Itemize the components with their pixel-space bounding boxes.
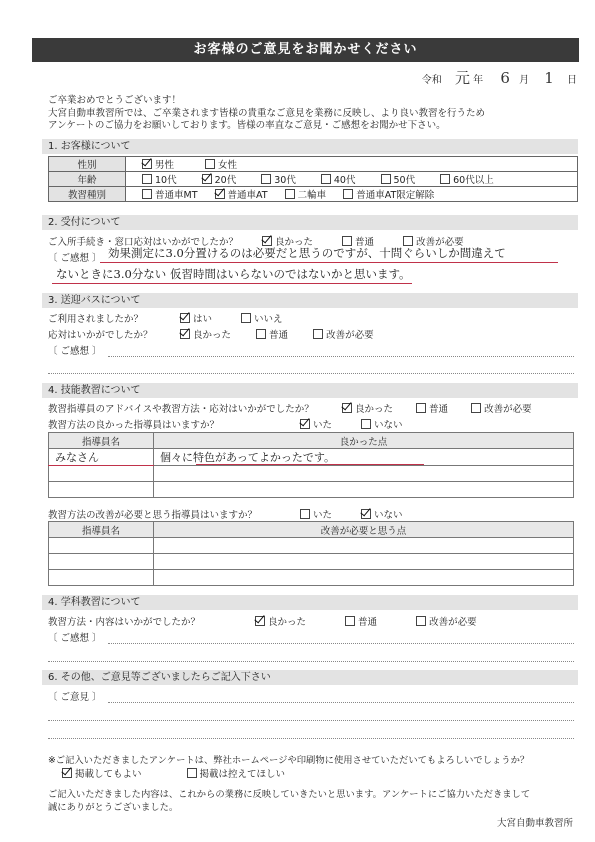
gender-row (49, 157, 578, 172)
red-underline (100, 262, 558, 263)
option-label: 普通 (269, 330, 289, 341)
option-label: 10代 (155, 175, 177, 186)
good-header-name: 指導員名 (49, 433, 154, 449)
checkbox[interactable] (381, 174, 391, 184)
checkbox[interactable] (215, 189, 225, 199)
comment-line[interactable] (48, 661, 574, 662)
checkbox[interactable] (321, 174, 331, 184)
bus-service-question: 応対はいかがでしたか？ (48, 330, 153, 341)
good-instructor-options (300, 417, 403, 431)
reception-comment-1[interactable]: 効果測定に3.0分置けるのは必要だと思うのですが、十問ぐらいしか間違えて (108, 246, 506, 260)
option-label: 改善が必要 (484, 404, 532, 415)
checkbox[interactable] (255, 616, 265, 626)
bus-service-options (180, 327, 374, 341)
red-underline (196, 464, 424, 465)
bus-comment-label: 〔 ご感想 〕 (48, 346, 102, 357)
checkbox[interactable] (205, 159, 215, 169)
option-label: はい (193, 314, 213, 325)
course-row (49, 187, 578, 202)
closing-line: 誠にありがとうございました。 (48, 802, 179, 813)
bad-point-cell[interactable] (154, 570, 574, 586)
intro (48, 95, 578, 133)
option-label: 改善が必要 (416, 237, 464, 248)
section-shuttle-bus: 3. 送迎バスについて (42, 293, 578, 308)
classroom-options (255, 614, 477, 628)
option-label: 掲載してもよい (75, 769, 142, 780)
option-label: 良かった (268, 617, 307, 628)
good-instructor-name[interactable]: みなさん (49, 449, 154, 466)
month-value[interactable]: 6 (500, 69, 510, 87)
bad-instructor-options (300, 507, 403, 521)
option-label: 掲載は控えてほしい (199, 769, 286, 780)
checkbox[interactable] (256, 329, 266, 339)
option-label: 普通車MT (155, 190, 198, 201)
bad-name-cell[interactable] (49, 554, 154, 570)
gender-options (126, 157, 578, 172)
classroom-question: 教習方法・内容はいかがでしたか？ (48, 617, 201, 628)
option-label: いない (374, 420, 403, 431)
checkbox[interactable] (285, 189, 295, 199)
bad-point-cell[interactable] (154, 538, 574, 554)
comment-line[interactable] (48, 738, 574, 739)
checkbox[interactable] (187, 768, 197, 778)
comment-line[interactable] (48, 720, 574, 721)
checkbox[interactable] (416, 616, 426, 626)
option-label: 50代 (393, 175, 416, 186)
instructor-question: 教習指導員のアドバイスや教習方法・応対はいかがでしたか？ (48, 404, 314, 415)
age-label: 年齢 (49, 172, 126, 187)
option-label: 良かった (193, 330, 232, 341)
option-label: 良かった (275, 237, 314, 248)
checkbox[interactable] (313, 329, 323, 339)
page-title: お客様のご意見をお聞かせください (32, 38, 579, 62)
option-label: 30代 (274, 175, 296, 186)
good-instructor-point[interactable]: 個々に特色があってよかったです。 (154, 449, 574, 466)
consent-question: ※ご記入いただきましたアンケートは、弊社ホームページや印刷物に使用させていただいてもよろしいでしょうか？ (48, 755, 530, 766)
option-label: いいえ (254, 314, 283, 325)
bad-header-point: 改善が必要と思う点 (154, 522, 574, 538)
good-instructor-table (48, 432, 574, 498)
checkbox[interactable] (300, 509, 310, 519)
bad-name-cell[interactable] (49, 538, 154, 554)
year-unit: 年 (473, 75, 484, 86)
section-classroom-lessons: 4. 学科教習について (42, 595, 578, 610)
checkbox[interactable] (142, 174, 152, 184)
reception-question: ご入所手続き・窓口応対はいかがでしたか？ (48, 237, 239, 248)
bus-use-options (180, 311, 283, 325)
organization-name: 大宮自動車教習所 (496, 818, 573, 829)
option-label: 二輪車 (297, 190, 327, 201)
age-options (126, 172, 578, 187)
comment-line[interactable] (108, 356, 574, 357)
option-label: 男性 (155, 160, 175, 171)
comment-line[interactable] (48, 373, 574, 374)
checkbox[interactable] (62, 768, 72, 778)
option-label: 改善が必要 (326, 330, 374, 341)
reception-comment-2[interactable]: ないときに3.0分ない 仮習時間はいらないのではないかと思います。 (56, 267, 411, 281)
other-comment-label: 〔 ご意見 〕 (48, 692, 102, 703)
bad-name-cell[interactable] (49, 570, 154, 586)
option-label: 60代以上 (453, 175, 494, 186)
checkbox[interactable] (471, 403, 481, 413)
option-label: いない (374, 510, 403, 521)
option-label: 改善が必要 (429, 617, 477, 628)
bad-header-name: 指導員名 (49, 522, 154, 538)
option-label: いた (313, 420, 333, 431)
good-name-cell[interactable] (49, 466, 154, 482)
option-label: 女性 (218, 160, 238, 171)
option-label: いた (313, 510, 333, 521)
red-underline (52, 283, 412, 284)
good-point-cell[interactable] (154, 466, 574, 482)
checkbox[interactable] (416, 403, 426, 413)
day-unit: 日 (567, 75, 577, 86)
section-reception: 2. 受付について (42, 215, 578, 230)
good-name-cell[interactable] (49, 482, 154, 498)
checkbox[interactable] (142, 159, 152, 169)
reception-comment-label: 〔 ご感想 〕 (48, 253, 102, 264)
checkbox[interactable] (180, 329, 190, 339)
bus-use-question: ご利用されましたか？ (48, 314, 144, 325)
good-instructor-question: 教習方法の良かった指導員はいますか？ (48, 420, 220, 431)
checkbox[interactable] (440, 174, 450, 184)
option-label: 普通 (358, 617, 378, 628)
year-value[interactable]: 元 (454, 69, 470, 87)
intro-line: アンケートのご協力をお願いしております。皆様の率直なご意見・ご感想をお聞かせ下さい。 (48, 120, 446, 131)
section-practical-lessons: 4. 技能教習について (42, 383, 578, 398)
bad-point-cell[interactable] (154, 554, 574, 570)
checkbox[interactable] (343, 189, 353, 199)
checkbox[interactable] (241, 313, 251, 323)
option-label: 40代 (333, 175, 356, 186)
consent-options (62, 766, 285, 780)
closing-text (48, 788, 530, 814)
option-label: 普通 (429, 404, 449, 415)
gender-label: 性別 (49, 157, 126, 172)
instructor-options (342, 401, 532, 415)
section-customer: 1. お客様について (42, 139, 578, 154)
intro-line: ご卒業おめでとうございます！ (48, 95, 182, 106)
date (422, 67, 577, 88)
intro-line: 大宮自動車教習所では、ご卒業されます皆様の貴重なご意見を業務に反映し、より良い教習を行うため (48, 107, 486, 119)
good-header-point: 良かった点 (154, 433, 574, 449)
comment-line[interactable] (108, 643, 574, 644)
customer-table (48, 156, 578, 202)
option-label: 普通 (355, 237, 375, 248)
day-value[interactable]: 1 (544, 69, 554, 87)
option-label: 20代 (214, 175, 237, 186)
checkbox[interactable] (261, 174, 271, 184)
checkbox[interactable] (342, 403, 352, 413)
option-label: 良かった (355, 404, 394, 415)
checkbox[interactable] (202, 174, 212, 184)
classroom-comment-label: 〔 ご感想 〕 (48, 633, 102, 644)
checkbox[interactable] (142, 189, 152, 199)
option-label: 普通車AT限定解除 (356, 190, 435, 201)
good-point-cell[interactable] (154, 482, 574, 498)
checkbox[interactable] (180, 313, 190, 323)
closing-line: ご記入いただきました内容は、これからの業務に反映していきたいと思います。アンケートにご協力いただきまして (48, 789, 531, 800)
checkbox[interactable] (361, 509, 371, 519)
option-label: 普通車AT (227, 190, 268, 201)
course-options (126, 187, 578, 202)
age-row (49, 172, 578, 187)
comment-line[interactable] (108, 702, 574, 703)
bad-instructor-question: 教習方法の改善が必要と思う指導員はいますか？ (48, 510, 258, 521)
course-label: 教習種別 (49, 187, 126, 202)
checkbox[interactable] (300, 419, 310, 429)
checkbox[interactable] (345, 616, 355, 626)
section-other-opinions: 6. その他、ご意見等ございましたらご記入下さい (42, 670, 578, 685)
era: 令和 (421, 75, 442, 86)
bad-instructor-table (48, 521, 574, 586)
checkbox[interactable] (361, 419, 371, 429)
month-unit: 月 (519, 75, 530, 86)
